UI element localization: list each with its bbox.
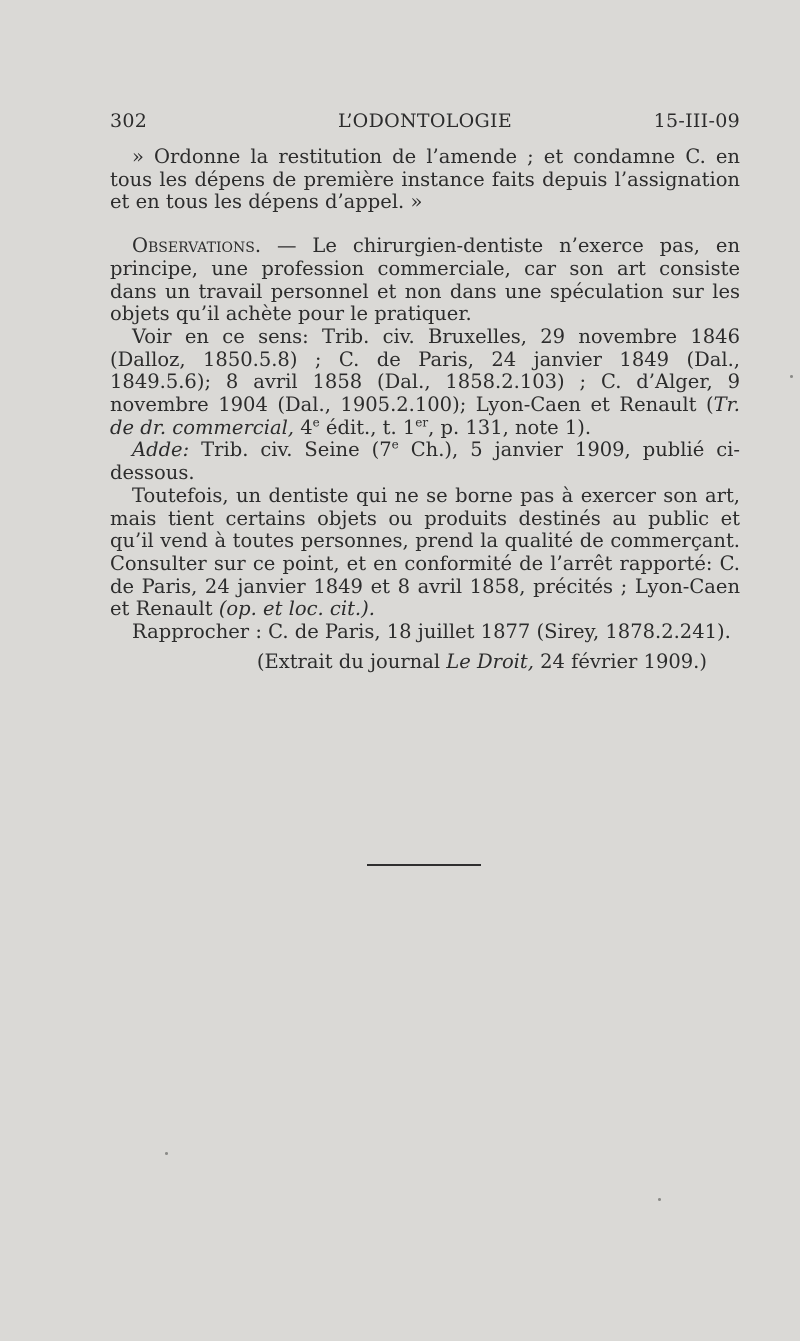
source-text-b: 24 février 1909.) <box>533 649 707 673</box>
adde-label: Adde: <box>132 438 190 462</box>
toutefois-text: Toutefois, un dentiste qui ne se borne pas à exercer son art, mais tient certains objets ou produits destinés au public et qu’il vend à toutes personnes, prend la qualité de commerçant. Consulter sur ce point, et en conformité de l’arrêt rapporté: C. de Paris, 24 janvier 1849 et 8 avril 1858, précités ; Lyon-Caen et Renault <box>110 483 740 621</box>
observations-paragraph <box>110 235 740 326</box>
voir-superscript-1: e <box>312 415 320 430</box>
toutefois-italic: (op. et loc. cit.). <box>218 597 375 621</box>
rapprocher-paragraph: Rapprocher : C. de Paris, 18 juillet 1877 (Sirey, 1878.2.241). <box>132 620 731 644</box>
observations-text: — Le chirurgien-dentiste n’exerce pas, en principe, une profession commerciale, car son art consiste dans un travail personnel et non dans une spéculation sur les objets qu’il achète pour le pratiquer. <box>110 234 741 326</box>
paper-speck <box>658 1198 661 1201</box>
voir-superscript-2: er <box>415 415 429 430</box>
paper-speck <box>790 375 793 378</box>
voir-italic: Tr. de dr. commercial, <box>110 393 740 439</box>
journal-title: L’ODONTOLOGIE <box>337 110 512 132</box>
observations-label: Observations. <box>132 234 262 258</box>
source-italic: Le Droit, <box>446 649 534 673</box>
running-head <box>110 110 740 138</box>
body-text <box>110 146 740 673</box>
judgment-paragraph: » Ordonne la restitution de l’amende ; et condamne C. en tous les dépens de première instance faits depuis l’assignation et en tous les dépens d’appel. » <box>110 145 740 214</box>
voir-text-a: Voir en ce sens: Trib. civ. Bruxelles, 29 novembre 1846 (Dalloz, 1850.5.8) ; C. de Paris, 24 janvier 1849 (Dal., 1849.5.6); 8 avril 1858 (Dal., 1858.2.103) ; C. d’Alger, 9 novembre 1904 (Dal., 1905.2.100); Lyon-Caen et Renault ( <box>110 324 740 417</box>
source-citation <box>110 651 740 674</box>
adde-paragraph <box>110 439 740 484</box>
section-divider-rule <box>367 864 481 866</box>
adde-text-b: Ch.), 5 janvier 1909, publié ci-dessous. <box>110 438 740 485</box>
toutefois-paragraph <box>110 485 740 621</box>
adde-superscript: e <box>391 437 399 452</box>
page-number: 302 <box>110 110 148 132</box>
adde-text-a: Trib. civ. Seine (7 <box>189 438 392 462</box>
voir-text-d: , p. 131, note 1). <box>428 415 592 439</box>
source-text-a: (Extrait du journal <box>256 649 447 673</box>
voir-text-b: 4 <box>294 415 313 439</box>
voir-text-c: édit., t. 1 <box>319 415 416 439</box>
issue-date: 15-III-09 <box>653 110 740 132</box>
paper-speck <box>165 1152 168 1155</box>
paragraph-gap <box>110 214 740 235</box>
voir-paragraph <box>110 326 740 440</box>
